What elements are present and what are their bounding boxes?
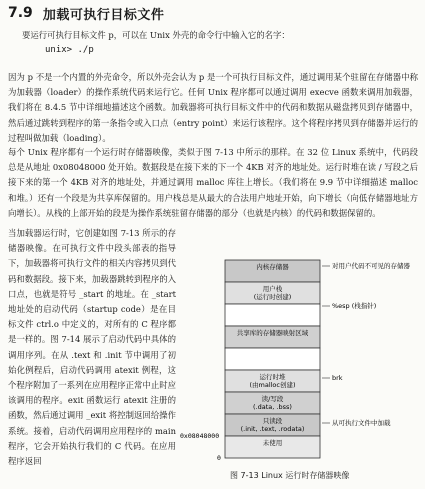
memory-diagram [180, 250, 425, 480]
memory-segment-label: 内核存储器 [256, 263, 289, 271]
memory-segment-label: 用户栈 [262, 285, 283, 293]
memory-right-label: 对用户代码不可见的存储器 [332, 262, 410, 270]
address-label: 0x08048000 [180, 432, 220, 440]
memory-paragraph: 每个 Unix 程序都有一个运行时存储器映像，类似于图 7-13 中所示的那样。在 32 位 Linux 系统中，代码段总是从地址 0x08048000 处开始。数据段是在接下来的下一个 4KB 对齐的地址处。运行时堆在读 / 写段之后接下来的第一个 4KB 对齐的地址处，并通过调用 malloc 库往上增长。（我们将在 9.9 节中详细描述 malloc 和堆。）还有一个段是为共享库保留的。用户栈总是从最大的合法用户地址开始，向下增长（向低存储器地址方向增长）。从栈的上部开始的段是为操作系统驻留存储器的部分（也就是内核）的代码和数据保留的。 [8, 147, 418, 218]
memory-segment-label: (.data, .bss) [253, 403, 292, 411]
command-line: unix> ./p [45, 45, 94, 55]
memory-segment [225, 304, 320, 326]
memory-right-label: 从可执行文件中加载 [332, 419, 391, 427]
memory-segment-label: 只读段 [262, 417, 283, 425]
intro-paragraph: 要运行可执行目标文件 p，可以在 Unix 外壳的命令行中输入它的名字： [22, 30, 290, 40]
memory-segment [225, 348, 320, 370]
memory-segment-label: (由malloc创建) [249, 381, 296, 389]
section-number: 7.9 [8, 5, 33, 21]
zero-label: 0 [217, 454, 221, 462]
memory-segment-label: (.init, .text, .rodata) [240, 425, 305, 433]
memory-segment-label: 共享库的存储器映射区域 [236, 329, 309, 337]
section-heading [8, 3, 164, 23]
memory-segment-label: 未使用 [262, 439, 283, 447]
memory-segment-label: (运行时创建) [253, 293, 292, 301]
memory-segment-label: 读/写段 [261, 395, 284, 403]
figure-caption: 图 7-13 Linux 运行时存储器映像 [230, 471, 350, 480]
memory-diagram-svg [180, 250, 425, 470]
section-title: 加载可执行目标文件 [42, 7, 165, 23]
loader-paragraph: 因为 p 不是一个内置的外壳命令，所以外壳会认为 p 是一个可执行目标文件，通过调用某个驻留在存储器中称为加载器（loader）的操作系统代码来运行它。任何 Unix 程序都可以通过调用 execve 函数来调用加载器，我们将在 8.4.5 节中详细地描述这个函数。加载器将可执行目标文件中的代码和数据从磁盘拷贝到存储器中，然后通过跳转到程序的第一条指令或入口点（entry point）来运行该程序。这个将程序拷贝到存储器并运行的过程叫做加载（loading）。 [8, 72, 418, 143]
loading-paragraph: 当加载器运行时，它创建如图 7-13 所示的存储器映像。在可执行文件中段头部表的指导下，加载器将可执行文件的相关内容拷贝到代码和数据段。接下来，加载器跳转到程序的入口点，也就是符号 _start 的地址。在 _start 地址处的启动代码（startup code）是在目标文件 ctrl.o 中定义的，对所有的 C 程序都是一样的。图 7-14 展示了启动代码中具体的调用序列。在从 .text 和 .init 节中调用了初始化例程后，启动代码调用 atexit 例程，这个程序附加了一系列在应用程序正常中止时应该调用的程序。exit 函数运行 atexit 注册的函数，然后通过调用 _exit 将控制返回给操作系统。接着，启动代码调用应用程序的 main 程序，它会开始执行我们的 C 代码。在应用程序返回 [8, 228, 176, 467]
memory-right-label: brk [332, 374, 343, 382]
memory-segment-label: 运行时堆 [259, 373, 286, 381]
memory-right-label: %esp (栈指针) [332, 302, 377, 310]
